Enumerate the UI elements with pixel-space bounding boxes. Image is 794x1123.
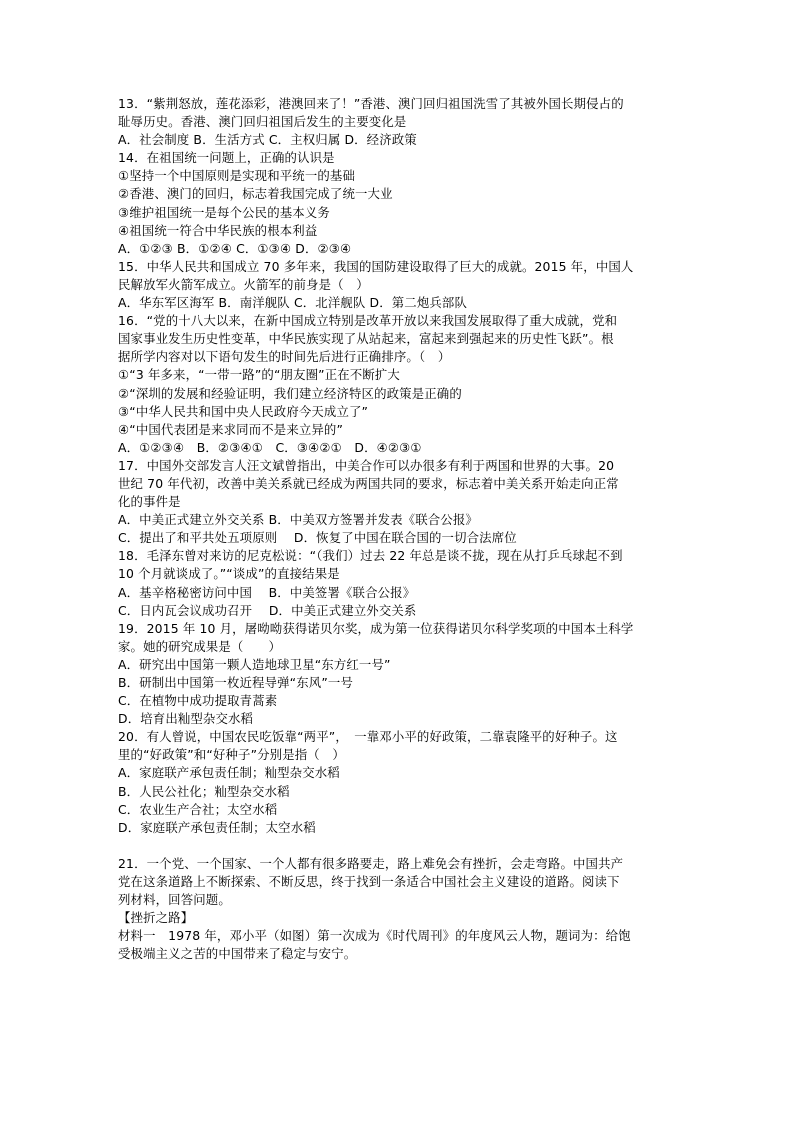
text-line: C．提出了和平共处五项原则 D．恢复了中国在联合国的一切合法席位 <box>118 530 517 546</box>
text-line: 国家事业发生历史性变革，中华民族实现了从站起来，富起来到强起来的历史性飞跃”。根 <box>118 331 614 347</box>
text-line: 党在这条道路上不断探索、不断反思，终于找到一条适合中国社会主义建设的道路。阅读下 <box>118 873 620 889</box>
text-line: B．人民公社化；籼型杂交水稻 <box>118 783 290 799</box>
text-line: C．在植物中成功提取青蒿素 <box>118 693 278 709</box>
text-line: 18．毛泽东曾对来访的尼克松说：“（我们）过去 22 年总是谈不拢，现在从打乒乓球起不到 <box>118 548 623 564</box>
text-line: ①坚持一个中国原则是实现和平统一的基础 <box>118 168 355 184</box>
text-line: 民解放军火箭军成立。火箭军的前身是（ ） <box>118 276 369 292</box>
text-line: A．①②③ B．①②④ C．①③④ D．②③④ <box>118 240 352 256</box>
text-line: ④祖国统一符合中华民族的根本利益 <box>118 222 318 238</box>
text-line: 据所学内容对以下语句发生的时间先后进行正确排序。（ ） <box>118 349 451 365</box>
text-line: 世纪 70 年代初，改善中美关系就已经成为两国共同的要求，标志着中美关系开始走向正常 <box>118 475 619 491</box>
text-line: A．社会制度 B．生活方式 C．主权归属 D．经济政策 <box>118 132 417 148</box>
document-body <box>118 95 680 963</box>
text-line: 里的“好政策”和“好种子”分别是指（ ） <box>118 747 345 763</box>
text-line: 受极端主义之苦的中国带来了稳定与安宁。 <box>118 946 357 962</box>
text-line: ③“中华人民共和国中央人民政府今天成立了” <box>118 403 369 419</box>
text-line: A．研究出中国第一颗人造地球卫星“东方红一号” <box>118 656 391 672</box>
text-line: 17．中国外交部发言人汪文斌曾指出，中美合作可以办很多有利于两国和世界的大事。20 <box>118 457 615 473</box>
text-line: 21．一个党、一个国家、一个人都有很多路要走，路上难免会有挫折，会走弯路。中国共产 <box>118 855 624 871</box>
text-line: 13．“紫荆怒放，莲花添彩，港澳回来了！”香港、澳门回归祖国洗雪了其被外国长期侵占的 <box>118 96 624 111</box>
text-line: 19．2015 年 10 月，屠呦呦获得诺贝尔奖，成为第一位获得诺贝尔科学奖项的中国本土科学 <box>118 620 634 636</box>
blank-line <box>118 837 680 855</box>
text-line: 列材料，回答问题。 <box>118 892 231 908</box>
text-line: ③维护祖国统一是每个公民的基本义务 <box>118 204 330 220</box>
text-line: A．华东军区海军 B．南洋舰队 C．北洋舰队 D．第二炮兵部队 <box>118 295 468 311</box>
text-line: C．农业生产合社；太空水稻 <box>118 801 278 817</box>
text-line: ①“3 年多来，“一带一路”的“朋友圈”正在不断扩大 <box>118 367 400 383</box>
text-line: D．培育出籼型杂交水稻 <box>118 711 254 727</box>
text-line: 家。她的研究成果是（ ） <box>118 638 282 654</box>
text-line: 16．“党的十八大以来，在新中国成立特别是改革开放以来我国发展取得了重大成就，党和 <box>118 313 618 329</box>
text-line: B．研制出中国第一枚近程导弹“东风”一号 <box>118 675 353 690</box>
text-line: 15．中华人民共和国成立 70 多年来，我国的国防建设取得了巨大的成就。2015 年，中国人 <box>118 258 634 274</box>
text-line: C．日内瓦会议成功召开 D．中美正式建立外交关系 <box>118 602 417 618</box>
text-line: 20．有人曾说，中国农民吃饭靠“两平”， 一靠邓小平的好政策，二靠袁隆平的好种子。这 <box>118 729 618 745</box>
text-line: A．①②③④ B．②③④① C．③④②① D．④②③① <box>118 439 422 455</box>
text-line: 耻辱历史。香港、澳门回归祖国后发生的主要变化是 <box>118 114 407 130</box>
text-line: D．家庭联产承包责任制；太空水稻 <box>118 819 316 835</box>
text-line: ④“中国代表团是来求同而不是来立异的” <box>118 421 344 437</box>
text-line: ②“深圳的发展和经验证明，我们建立经济特区的政策是正确的 <box>118 385 462 401</box>
text-line: 10 个月就谈成了。”“谈成”的直接结果是 <box>118 566 340 582</box>
text-line: ②香港、澳门的回归，标志着我国完成了统一大业 <box>118 186 393 202</box>
text-line: 化的事件是 <box>118 494 181 510</box>
text-line: 【挫折之路】 <box>118 910 194 926</box>
text-line: 材料一 1978 年，邓小平（如图）第一次成为《时代周刊》的年度风云人物，题词为：给饱 <box>118 928 631 944</box>
text-line: 14．在祖国统一问题上，正确的认识是 <box>118 150 335 166</box>
text-line: A．中美正式建立外交关系 B．中美双方签署并发表《联合公报》 <box>118 512 478 528</box>
text-line: A．家庭联产承包责任制；籼型杂交水稻 <box>118 765 340 781</box>
text-line: A．基辛格秘密访问中国 B．中美签署《联合公报》 <box>118 584 416 600</box>
